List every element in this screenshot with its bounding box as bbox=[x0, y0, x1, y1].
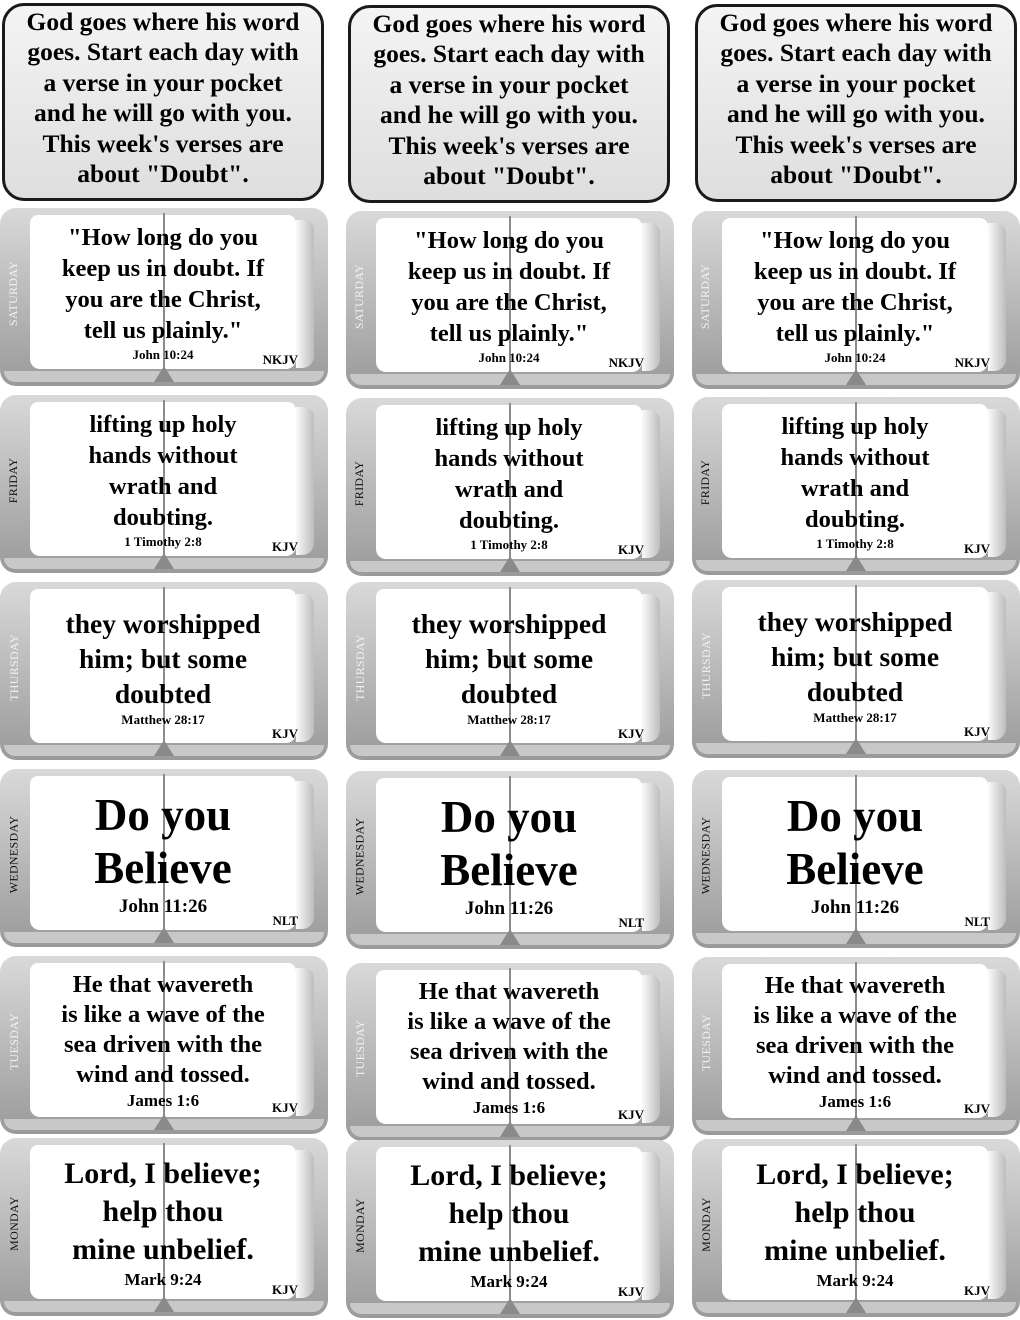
verse-reference: James 1:6 bbox=[126, 1090, 200, 1110]
intro-card bbox=[348, 5, 670, 203]
bible-version: KJV bbox=[964, 724, 990, 739]
verse-line: doubting. bbox=[112, 504, 214, 531]
verse-line: tell us plainly." bbox=[429, 320, 589, 347]
verse-content bbox=[32, 590, 294, 742]
verse-content bbox=[724, 588, 986, 740]
intro-line: This week's verses are bbox=[388, 130, 630, 160]
verse-line: doubting. bbox=[804, 506, 906, 533]
verse-card-friday bbox=[346, 398, 674, 576]
verse-content bbox=[378, 219, 640, 371]
day-label-text: MONDAY bbox=[6, 1195, 21, 1251]
verse-card-thursday bbox=[346, 582, 674, 760]
bible-version: KJV bbox=[618, 726, 644, 741]
verse-reference: Mark 9:24 bbox=[816, 1270, 894, 1290]
verse-line: they worshipped bbox=[65, 607, 261, 639]
day-label-text: WEDNESDAY bbox=[352, 817, 367, 895]
verse-line: doubting. bbox=[458, 507, 560, 534]
verse-line: wrath and bbox=[454, 476, 564, 503]
verse-line: sea driven with the bbox=[63, 1030, 263, 1058]
verse-line: doubted bbox=[114, 677, 212, 709]
intro-line: God goes where his word bbox=[26, 6, 300, 36]
verse-content bbox=[724, 1147, 986, 1299]
verse-content bbox=[378, 971, 640, 1123]
day-label-text: TUESDAY bbox=[698, 1013, 713, 1071]
verse-line: mine unbelief. bbox=[764, 1233, 946, 1267]
verse-reference: 1 Timothy 2:8 bbox=[470, 537, 548, 552]
verse-line: is like a wave of the bbox=[407, 1007, 611, 1035]
bible-version: KJV bbox=[272, 1282, 298, 1297]
verse-reference: John 11:26 bbox=[464, 897, 554, 919]
verse-line: help thou bbox=[102, 1194, 224, 1228]
verse-line: lifting up holy bbox=[435, 414, 583, 441]
verse-line: He that wavereth bbox=[764, 971, 946, 999]
verse-line: hands without bbox=[780, 444, 930, 471]
bible-version: NLT bbox=[618, 915, 644, 930]
day-label-text: MONDAY bbox=[698, 1196, 713, 1252]
bible-version: KJV bbox=[964, 1101, 990, 1116]
verse-reference: Matthew 28:17 bbox=[467, 711, 551, 727]
verse-line: is like a wave of the bbox=[753, 1001, 957, 1029]
intro-line: This week's verses are bbox=[735, 129, 977, 159]
verse-line: him; but some bbox=[424, 642, 594, 674]
verse-line: wind and tossed. bbox=[76, 1060, 250, 1088]
day-label bbox=[348, 1150, 372, 1300]
verse-card-tuesday bbox=[346, 963, 674, 1141]
bible-version: KJV bbox=[618, 542, 644, 557]
verse-line: wrath and bbox=[108, 473, 218, 500]
day-label-text: TUESDAY bbox=[352, 1019, 367, 1077]
bible-version: KJV bbox=[272, 539, 298, 554]
book-page-edge bbox=[296, 220, 314, 368]
book-page-edge bbox=[988, 223, 1006, 371]
verse-reference: John 11:26 bbox=[118, 895, 208, 917]
verse-content bbox=[378, 406, 640, 558]
day-label bbox=[694, 407, 718, 557]
bible-version: KJV bbox=[964, 541, 990, 556]
day-label bbox=[2, 1148, 26, 1298]
verse-line: "How long do you bbox=[414, 227, 604, 254]
day-label-text: THURSDAY bbox=[698, 631, 713, 699]
verse-reference: 1 Timothy 2:8 bbox=[816, 536, 894, 551]
verse-line: hands without bbox=[88, 442, 238, 469]
verse-reference: James 1:6 bbox=[818, 1091, 892, 1111]
bible-version: NKJV bbox=[262, 352, 298, 367]
verse-card-monday bbox=[692, 1139, 1020, 1317]
verse-card-monday bbox=[0, 1138, 328, 1316]
verse-line: help thou bbox=[448, 1196, 570, 1230]
bible-version: KJV bbox=[964, 1283, 990, 1298]
verse-line: Do you bbox=[94, 789, 232, 840]
verse-line: you are the Christ, bbox=[411, 289, 607, 316]
verse-line: doubted bbox=[460, 677, 558, 709]
day-label-text: FRIDAY bbox=[352, 460, 367, 506]
book-page-edge bbox=[296, 407, 314, 555]
book-page-edge bbox=[988, 1151, 1006, 1299]
verse-card-wednesday bbox=[692, 770, 1020, 948]
verse-content bbox=[32, 964, 294, 1116]
book-page-edge bbox=[988, 782, 1006, 930]
intro-line: goes. Start each day with bbox=[373, 39, 645, 68]
verse-reference: Matthew 28:17 bbox=[121, 711, 205, 727]
verse-content bbox=[724, 965, 986, 1117]
verse-line: Do you bbox=[440, 791, 578, 842]
verse-card-friday bbox=[0, 395, 328, 573]
verse-content bbox=[378, 779, 640, 931]
verse-line: lifting up holy bbox=[781, 413, 929, 440]
day-label-text: FRIDAY bbox=[698, 459, 713, 505]
verse-line: keep us in doubt. If bbox=[753, 258, 957, 285]
verse-reference: John 10:24 bbox=[132, 347, 194, 362]
intro-line: goes. Start each day with bbox=[27, 37, 299, 66]
book-page-edge bbox=[988, 969, 1006, 1117]
bible-version: KJV bbox=[272, 726, 298, 741]
day-label bbox=[2, 405, 26, 555]
book-page-edge bbox=[296, 781, 314, 929]
intro-line: a verse in your pocket bbox=[43, 67, 283, 97]
intro-card bbox=[2, 3, 324, 201]
verse-line: Lord, I believe; bbox=[64, 1156, 262, 1190]
intro-line: about "Doubt". bbox=[423, 161, 595, 190]
day-label bbox=[694, 780, 718, 930]
verse-line: Do you bbox=[786, 790, 924, 841]
bible-version: KJV bbox=[618, 1107, 644, 1122]
day-label bbox=[694, 1149, 718, 1299]
verse-line: is like a wave of the bbox=[61, 1000, 265, 1028]
verse-content bbox=[32, 216, 294, 368]
book-page-edge bbox=[642, 783, 660, 931]
verse-line: Believe bbox=[440, 844, 578, 895]
day-label-text: MONDAY bbox=[352, 1197, 367, 1253]
intro-text bbox=[27, 7, 300, 190]
verse-card-wednesday bbox=[0, 769, 328, 947]
verse-card-saturday bbox=[0, 208, 328, 386]
verse-reference: John 10:24 bbox=[824, 350, 886, 365]
verse-reference: Matthew 28:17 bbox=[813, 709, 897, 725]
book-page-edge bbox=[296, 594, 314, 742]
day-label-text: FRIDAY bbox=[6, 457, 21, 503]
verse-content bbox=[32, 777, 294, 929]
verse-content bbox=[724, 219, 986, 371]
verse-card-wednesday bbox=[346, 771, 674, 949]
book-page-edge bbox=[642, 223, 660, 371]
verse-line: tell us plainly." bbox=[83, 317, 243, 344]
verse-reference: Mark 9:24 bbox=[470, 1271, 548, 1291]
book-page-edge bbox=[296, 1150, 314, 1298]
verse-line: hands without bbox=[434, 445, 584, 472]
day-label-text: THURSDAY bbox=[6, 633, 21, 701]
day-label bbox=[348, 973, 372, 1123]
verse-reference: John 10:24 bbox=[478, 350, 540, 365]
day-label-text: WEDNESDAY bbox=[6, 815, 21, 893]
book-page-edge bbox=[642, 410, 660, 558]
verse-line: keep us in doubt. If bbox=[407, 258, 611, 285]
day-label bbox=[2, 966, 26, 1116]
bible-version: NKJV bbox=[954, 355, 990, 370]
verse-line: you are the Christ, bbox=[757, 289, 953, 316]
verse-line: him; but some bbox=[78, 642, 248, 674]
bible-version: NLT bbox=[272, 913, 298, 928]
intro-line: and he will go with you. bbox=[727, 99, 985, 128]
verse-content bbox=[32, 403, 294, 555]
book-page-edge bbox=[988, 409, 1006, 557]
verse-reference: Mark 9:24 bbox=[124, 1269, 202, 1289]
day-label-text: SATURDAY bbox=[352, 263, 367, 329]
verse-line: mine unbelief. bbox=[72, 1232, 254, 1266]
day-label bbox=[2, 592, 26, 742]
verse-line: help thou bbox=[794, 1195, 916, 1229]
day-label bbox=[348, 781, 372, 931]
verse-line: sea driven with the bbox=[409, 1037, 609, 1065]
verse-card-saturday bbox=[692, 211, 1020, 389]
verse-content bbox=[378, 590, 640, 742]
intro-line: a verse in your pocket bbox=[389, 69, 629, 99]
intro-line: and he will go with you. bbox=[380, 100, 638, 129]
intro-text bbox=[373, 9, 646, 192]
intro-line: This week's verses are bbox=[42, 128, 284, 158]
verse-card-friday bbox=[692, 397, 1020, 575]
intro-text bbox=[720, 8, 993, 191]
verse-card-monday bbox=[346, 1140, 674, 1318]
verse-line: mine unbelief. bbox=[418, 1234, 600, 1268]
intro-line: and he will go with you. bbox=[34, 98, 292, 127]
intro-line: goes. Start each day with bbox=[720, 38, 992, 67]
verse-line: they worshipped bbox=[411, 607, 607, 639]
day-label-text: THURSDAY bbox=[352, 633, 367, 701]
book-page-edge bbox=[296, 968, 314, 1116]
day-label bbox=[2, 779, 26, 929]
verse-line: they worshipped bbox=[757, 605, 953, 637]
verse-content bbox=[724, 778, 986, 930]
intro-card bbox=[695, 4, 1017, 202]
day-label bbox=[348, 408, 372, 558]
verse-card-tuesday bbox=[692, 957, 1020, 1135]
verse-line: lifting up holy bbox=[89, 411, 237, 438]
verse-card-saturday bbox=[346, 211, 674, 389]
day-label bbox=[348, 592, 372, 742]
day-label-text: WEDNESDAY bbox=[698, 816, 713, 894]
day-label-text: SATURDAY bbox=[698, 263, 713, 329]
verse-line: wind and tossed. bbox=[422, 1067, 596, 1095]
day-label-text: SATURDAY bbox=[6, 260, 21, 326]
day-label bbox=[694, 221, 718, 371]
intro-line: about "Doubt". bbox=[770, 160, 942, 189]
bible-version: KJV bbox=[272, 1100, 298, 1115]
verse-line: doubted bbox=[806, 675, 904, 707]
verse-line: Believe bbox=[94, 842, 232, 893]
day-label bbox=[694, 967, 718, 1117]
book-page-edge bbox=[642, 1152, 660, 1300]
verse-reference: James 1:6 bbox=[472, 1097, 546, 1117]
verse-reference: John 11:26 bbox=[810, 896, 900, 918]
day-label bbox=[694, 590, 718, 740]
verse-line: He that wavereth bbox=[72, 970, 254, 998]
verse-card-thursday bbox=[0, 582, 328, 760]
verse-card-thursday bbox=[692, 580, 1020, 758]
day-label bbox=[2, 218, 26, 368]
verse-card-tuesday bbox=[0, 956, 328, 1134]
book-page-edge bbox=[988, 592, 1006, 740]
verse-line: Lord, I believe; bbox=[756, 1157, 954, 1191]
verse-line: sea driven with the bbox=[755, 1031, 955, 1059]
bible-version: NLT bbox=[964, 914, 990, 929]
intro-line: about "Doubt". bbox=[77, 159, 249, 188]
verse-line: tell us plainly." bbox=[775, 320, 935, 347]
verse-line: you are the Christ, bbox=[65, 286, 261, 313]
verse-line: He that wavereth bbox=[418, 977, 600, 1005]
intro-line: a verse in your pocket bbox=[736, 68, 976, 98]
day-label-text: TUESDAY bbox=[6, 1012, 21, 1070]
bible-version: NKJV bbox=[608, 355, 644, 370]
verse-line: Believe bbox=[786, 843, 924, 894]
verse-content bbox=[724, 405, 986, 557]
verse-content bbox=[378, 1148, 640, 1300]
verse-line: wind and tossed. bbox=[768, 1061, 942, 1089]
verse-line: "How long do you bbox=[68, 224, 258, 251]
bible-version: KJV bbox=[618, 1284, 644, 1299]
verse-line: keep us in doubt. If bbox=[61, 255, 265, 282]
verse-reference: 1 Timothy 2:8 bbox=[124, 534, 202, 549]
verse-line: wrath and bbox=[800, 475, 910, 502]
intro-line: God goes where his word bbox=[719, 7, 993, 37]
intro-line: God goes where his word bbox=[372, 8, 646, 38]
day-label bbox=[348, 221, 372, 371]
verse-line: Lord, I believe; bbox=[410, 1158, 608, 1192]
book-page-edge bbox=[642, 975, 660, 1123]
verse-line: him; but some bbox=[770, 640, 940, 672]
verse-content bbox=[32, 1146, 294, 1298]
book-page-edge bbox=[642, 594, 660, 742]
verse-line: "How long do you bbox=[760, 227, 950, 254]
